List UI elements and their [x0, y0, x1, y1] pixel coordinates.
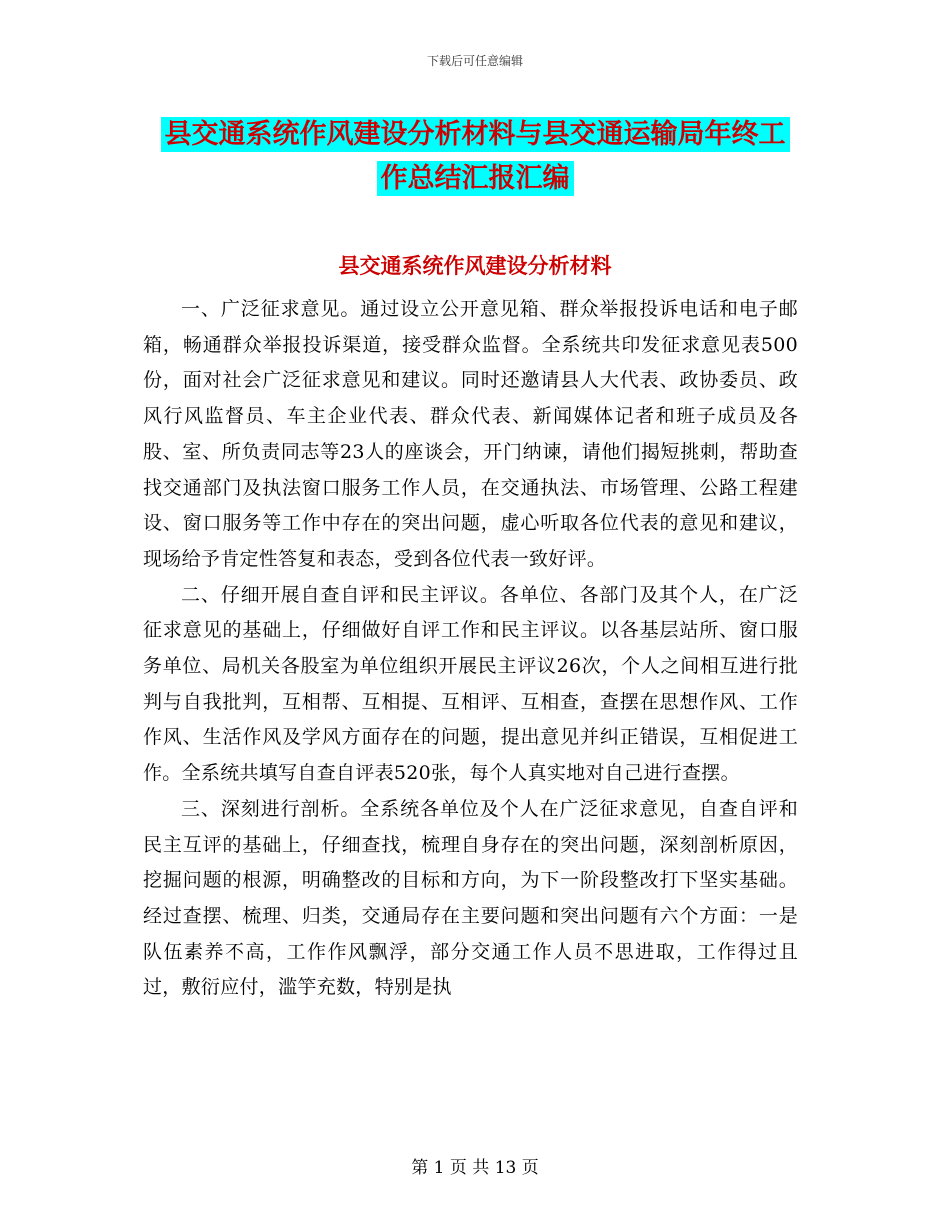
paragraph: 一、广泛征求意见。通过设立公开意见箱、群众举报投诉电话和电子邮箱，畅通群众举报投诉渠道，接受群众监督。全系统共印发征求意见表500份，面对社会广泛征求意见和建议。同时还邀请县人大代表、政协委员、政风行风监督员、车主企业代表、群众代表、新闻媒体记者和班子成员及各股、室、所负责同志等23人的座谈会，开门纳谏，请他们揭短挑刺，帮助查找交通部门及执法窗口服务工作人员，在交通执法、市场管理、公路工程建设、窗口服务等工作中存在的突出问题，虚心听取各位代表的意见和建议，现场给予肯定性答复和表态，受到各位代表一致好评。	[143, 298, 798, 570]
title-highlight: 县交通系统作风建设分析材料与县交通运输局年终工	[161, 117, 790, 152]
title-highlight: 作总结汇报汇编	[377, 161, 574, 196]
document-title-line-1	[0, 112, 950, 151]
page-footer: 第 1 页 共 13 页	[411, 1158, 539, 1178]
document-title-line-2	[0, 156, 950, 195]
paragraph: 三、深刻进行剖析。全系统各单位及个人在广泛征求意见，自查自评和民主互评的基础上，仔细查找，梳理自身存在的突出问题，深刻剖析原因，挖掘问题的根源，明确整改的目标和方向，为下一阶段整改打下坚实基础。经过查摆、梳理、归类，交通局存在主要问题和突出问题有六个方面：一是队伍素养不高，工作作风飘浮，部分交通工作人员不思进取，工作得过且过，敷衍应付，滥竽充数，特别是执	[143, 797, 798, 999]
section-title: 县交通系统作风建设分析材料	[338, 254, 612, 278]
body-text	[143, 292, 798, 1006]
paragraph: 二、仔细开展自查自评和民主评议。各单位、各部门及其个人，在广泛征求意见的基础上，仔细做好自评工作和民主评议。以各基层站所、窗口服务单位、局机关各股室为单位组织开展民主评议26次，个人之间相互进行批判与自我批判，互相帮、互相提、互相评、互相查，查摆在思想作风、工作作风、生活作风及学风方面存在的问题，提出意见并纠正错误，互相促进工作。全系统共填写自查自评表520张，每个人真实地对自己进行查摆。	[143, 583, 798, 785]
header-note: 下载后可任意编辑	[426, 54, 523, 68]
